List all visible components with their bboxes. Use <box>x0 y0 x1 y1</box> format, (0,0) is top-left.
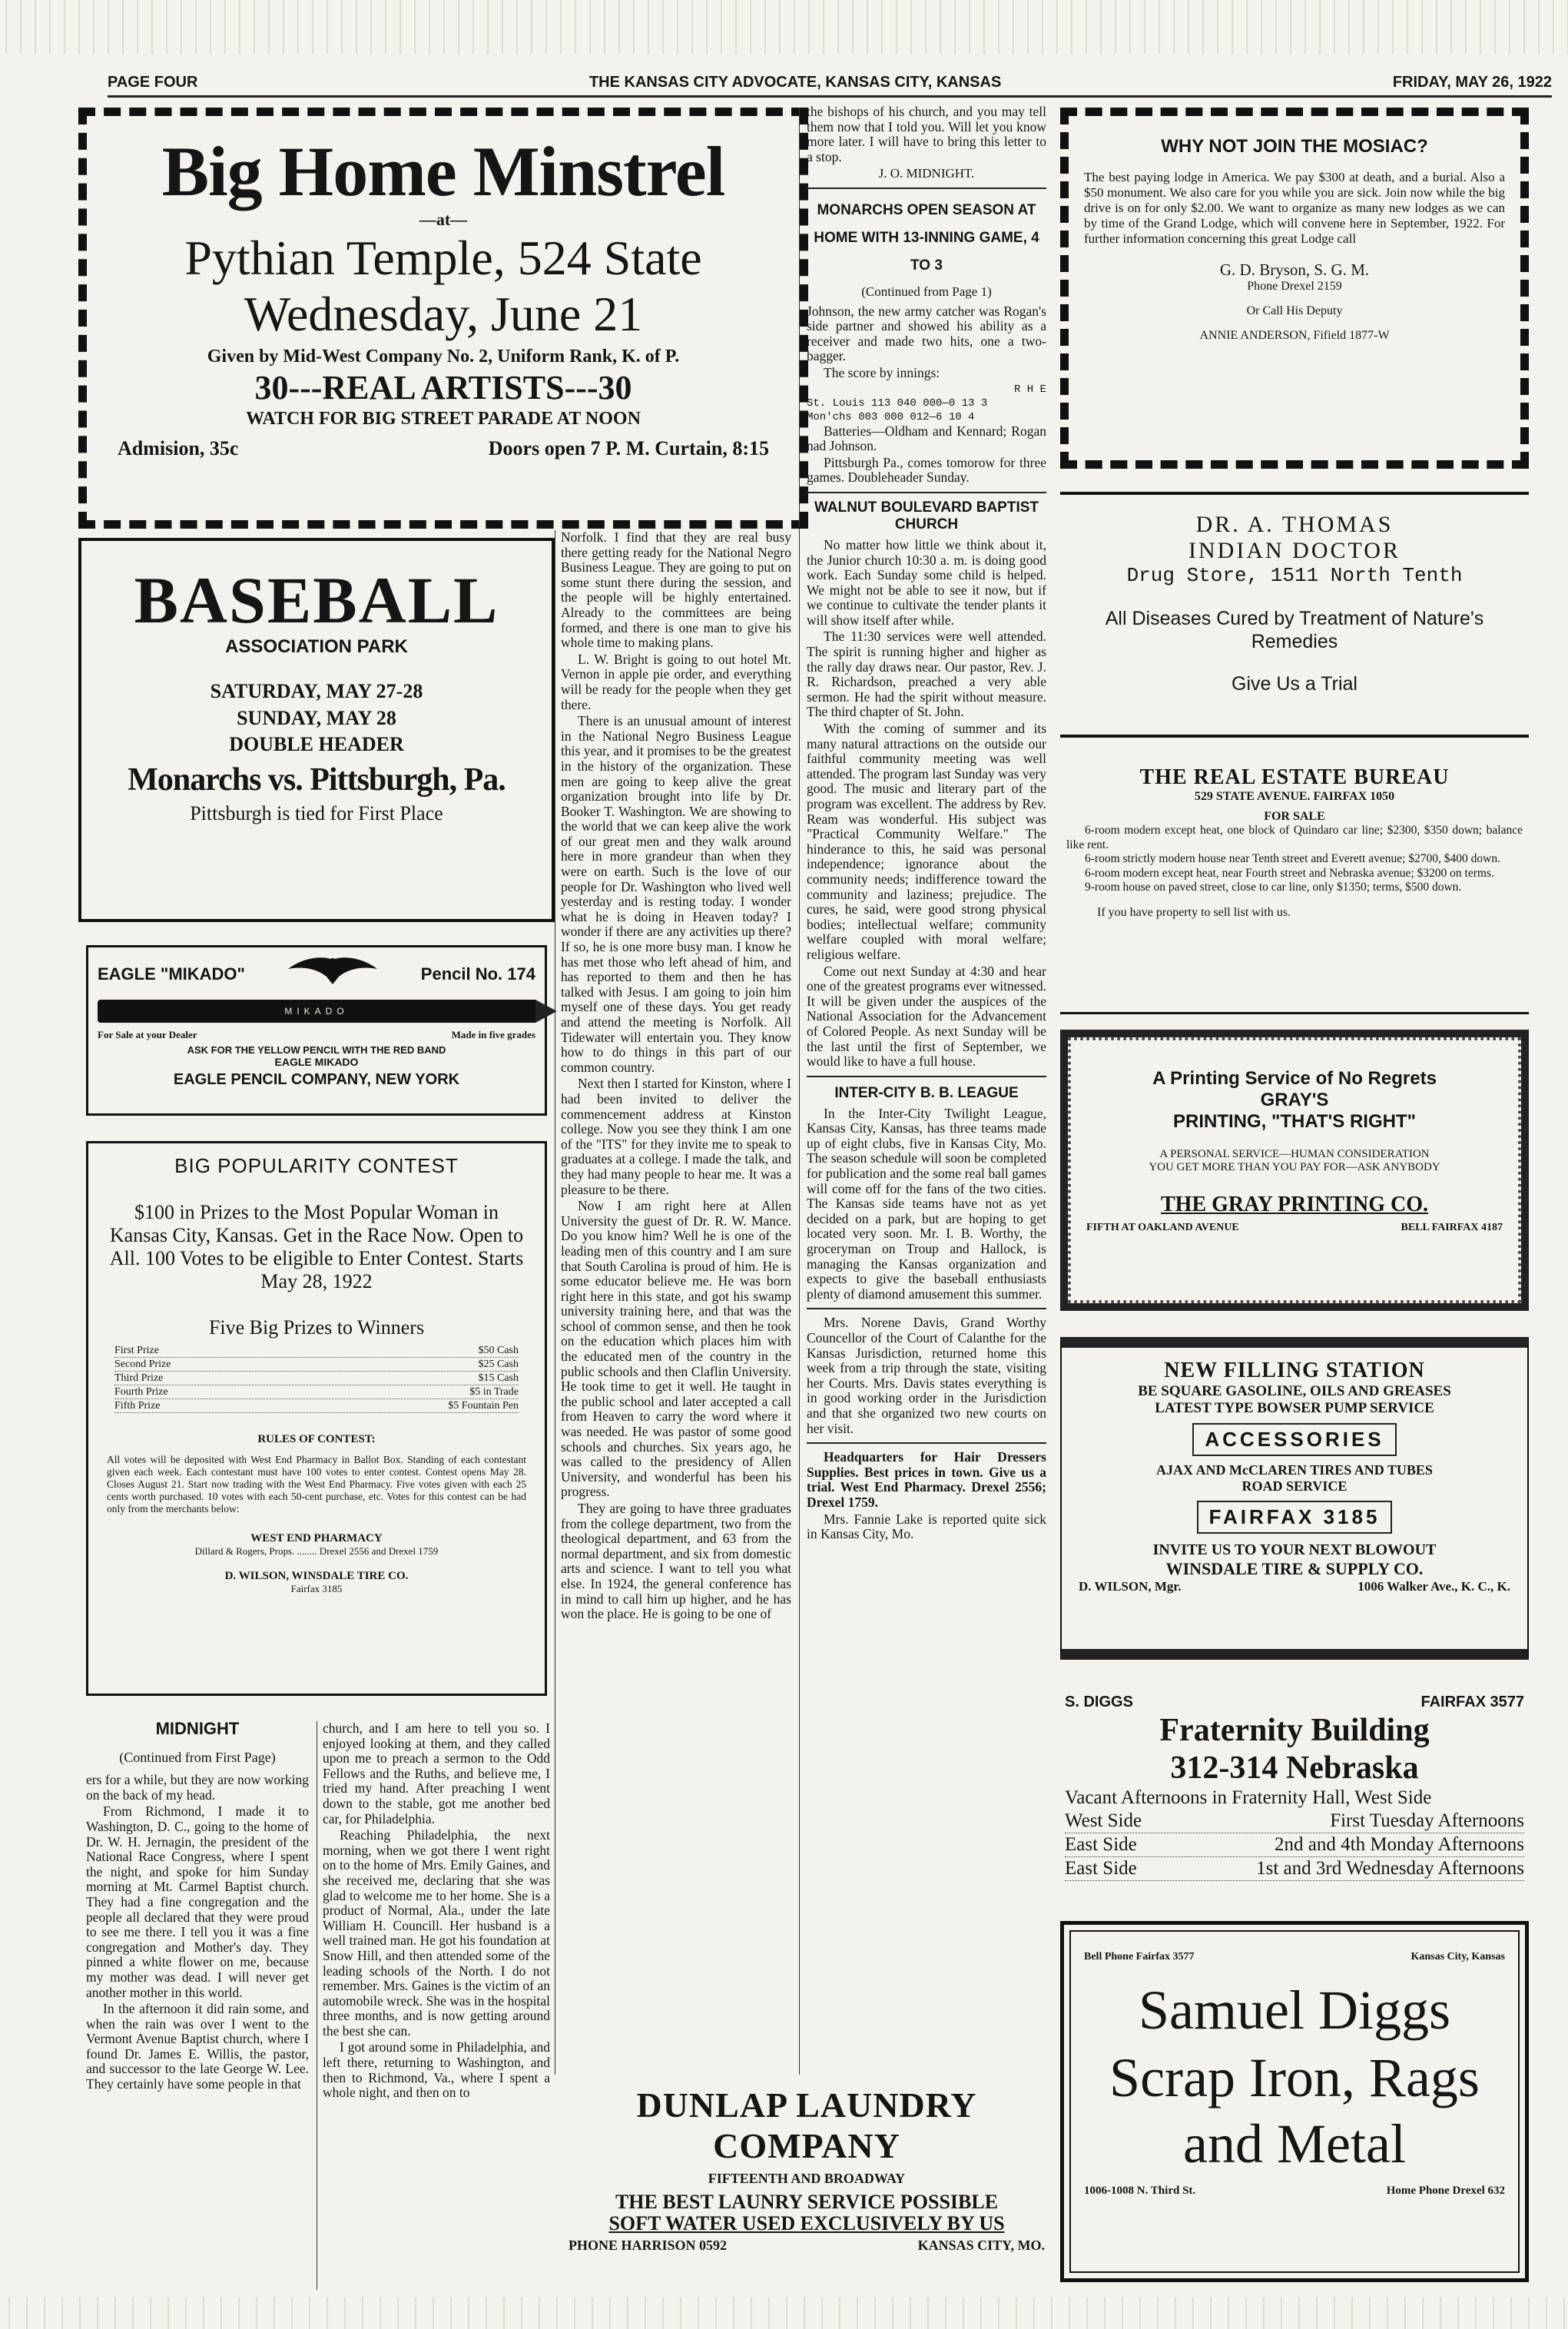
thomas-cta: Give Us a Trial <box>1232 673 1357 695</box>
midnight-paragraph: Norfolk. I find that they are real busy there getting ready for the National Negro Business League. They are going to put on some stunt there during the session, and the people will be highly entertained. Already to the committees are being formed, and there is one man to give his whole time to making plans. <box>561 530 791 651</box>
gray-line-5: YOU GET MORE THAN YOU PAY FOR—ASK ANYBODY <box>1149 1161 1440 1173</box>
minstrel-admission: Admision, 35c <box>118 437 239 459</box>
midnight-paragraph: In the afternoon it did rain some, and when the rain was over I went to the Vermont Avenue Baptist church, where I found Dr. James E. Willis, the pastor, and successor to the late George W. Lee. They certainly have some people in that <box>86 2001 309 2092</box>
prize-value: $50 Cash <box>478 1345 519 1356</box>
prize-label: First Prize <box>114 1345 159 1356</box>
walnut-paragraph: With the coming of summer and its many natural attractions on the outside our faithful community meeting was well attended. The program last Sunday was very good. The music and literary part of the program was excellent. The address by Rev. Ream was wonderful. His subject was "Practical Community Welfare." The hinderance to this, he said was personal independence; ignorance about the community needs; indifference toward the community and laziness; prejudice. The cures, he said, were good strong physical bodies; intellectual welfare; community welfare coupled with moral welfare; religious welfare. <box>807 721 1046 962</box>
filling-line-1: BE SQUARE GASOLINE, OILS AND GREASES <box>1138 1383 1451 1399</box>
midnight-col-1 <box>86 1721 309 2290</box>
filling-address: 1006 Walker Ave., K. C., K. <box>1357 1579 1510 1594</box>
diggs-city: Kansas City, Kansas <box>1411 1951 1505 1962</box>
page-header <box>108 71 1552 94</box>
diggs-line-2: Scrap Iron, Rags <box>1109 2047 1480 2108</box>
fraternity-row <box>1065 1833 1524 1857</box>
mosiac-body: The best paying lodge in America. We pay $300 at death, and a burial. Also a $50 monument. We also care for you while you are sick. Join now while the big drive is on for only $2.00. We want to organize as many new lodges as we can by time of the Grand Lodge, which will convene here in September, 1922. For further information concerning this great Lodge call <box>1084 170 1505 246</box>
issue-date: FRIDAY, MAY 26, 1922 <box>1392 73 1552 91</box>
baseball-park: ASSOCIATION PARK <box>225 636 408 657</box>
baseball-note: Pittsburgh is tied for First Place <box>190 802 443 824</box>
midnight-col-2 <box>323 1721 550 2290</box>
baseball-day1: SATURDAY, MAY 27-28 <box>210 680 423 702</box>
prize-value: $15 Cash <box>478 1372 519 1384</box>
baseball-double: DOUBLE HEADER <box>229 733 404 755</box>
walnut-paragraph: Come out next Sunday at 4:30 and hear one of the greatest programs ever witnessed. It will be given under the auspices of the National Association for the Advancement of Colored People. As next Sunday will be the last until the first of September, we would like to have a full house. <box>807 963 1046 1070</box>
dunlap-phone: PHONE HARRISON 0592 <box>569 2238 728 2253</box>
print-noise-bottom <box>0 2297 1568 2329</box>
diggs-line-3: and Metal <box>1183 2113 1406 2175</box>
dunlap-title-2: COMPANY <box>713 2126 900 2165</box>
midnight-paragraph: Now I am right here at Allen University the guest of Dr. R. W. Mance. Do you know him? Well he is one of the leading men of this country and I am sure that South Carolina is proud of him. He is some educator believe me. He was born right here in this state, and got his swamp university training here, and that was the school of common sense, and then he took on the education which places him with the educated men of the country in the public schools and then Claflin University. He took time to get it well. He taught in the public school and later accepted a call from Heaven to carry the word where it was needed. He was pastor of some good schools and churches. Six years ago, he was called to the presidency of Allen University, and wonderful has been his progress. <box>561 1198 791 1500</box>
eagle-top-row <box>98 954 535 995</box>
eagle-company: EAGLE PENCIL COMPANY, NEW YORK <box>173 1071 460 1088</box>
pencil-tip <box>535 1000 557 1023</box>
filling-manager: D. WILSON, Mgr. <box>1079 1579 1182 1594</box>
contest-ad <box>86 1141 547 1696</box>
baseball-matchup: Monarchs vs. Pittsburgh, Pa. <box>128 762 506 798</box>
prize-value: $5 Fountain Pen <box>448 1400 519 1412</box>
sponsor1-line: Dillard & Rogers, Props. ........ Drexel 2556 and Drexel 1759 <box>194 1545 439 1557</box>
prize-list <box>107 1344 526 1413</box>
dunlap-tagline-1: THE BEST LAUNRY SERVICE POSSIBLE <box>615 2191 999 2213</box>
fraternity-row <box>1065 1857 1524 1881</box>
pencil-imprint: MIKADO <box>284 1006 349 1017</box>
gray-printing-ad <box>1060 1030 1529 1311</box>
prize-row <box>114 1344 519 1358</box>
diggs-top-row <box>1084 1951 1505 1963</box>
eagle-pencil-number: Pencil No. 174 <box>420 964 535 984</box>
minstrel-ad <box>78 108 808 529</box>
diggs-name: Samuel Diggs <box>1139 1979 1450 2041</box>
score-row: St. Louis 113 040 000—0 13 3 <box>807 396 988 410</box>
walnut-paragraph: No matter how little we think about it, the Junior church 10:30 a. m. is doing good work. Each Sunday some child is helped. We might not be able to see it now, but if we continue to cultivate the tender plants it will show itself after while. <box>807 536 1046 628</box>
minstrel-footer <box>110 437 777 460</box>
contest-lead: $100 in Prizes to the Most Popular Woman in Kansas City, Kansas. Get in the Race Now. Open to All. 100 Votes to be eligible to Enter Contest. Starts May 28, 1922 <box>109 1201 524 1292</box>
monarchs-continued: (Continued from Page 1) <box>861 284 992 299</box>
minstrel-date: Wednesday, June 21 <box>244 287 643 341</box>
diggs-address: 1006-1008 N. Third St. <box>1084 2185 1196 2197</box>
midnight-continued: (Continued from First Page) <box>119 1749 276 1765</box>
prize-row <box>114 1372 519 1385</box>
midnight-paragraph: From Richmond, I made it to Washington, D. C., going to the home of Dr. W. H. Jernagin, the president of the National Race Congress, where I spent the night, and spoke for him Sunday morning at Mt. Carmel Baptist church. They had a fine congregation and the people all declared that they were proud to see me there. I tell you it was a fine congregation and Mother's day. They pinned a white flower on me, because my mother was dead. I will never get another mother in this world. <box>86 1803 309 2000</box>
fraternity-row-label: West Side <box>1065 1810 1142 1831</box>
sponsor1-name: WEST END PHARMACY <box>250 1532 383 1544</box>
news-column <box>807 105 1046 2072</box>
listing-item: 6-room modern except heat, near Fourth street and Nebraska avenue; $3200 on terms. <box>1085 866 1494 880</box>
eagle-pencil-ad <box>86 945 547 1116</box>
pencil-graphic <box>98 1000 535 1023</box>
prize-row <box>114 1399 519 1413</box>
diggs-bell-phone: Bell Phone Fairfax 3577 <box>1084 1951 1195 1962</box>
thomas-ad <box>1060 492 1529 738</box>
fraternity-row-label: East Side <box>1065 1858 1137 1879</box>
fraternity-top-row <box>1065 1694 1524 1711</box>
page-number: PAGE FOUR <box>108 73 198 91</box>
diggs-home-phone: Home Phone Drexel 632 <box>1386 2185 1505 2197</box>
midnight-col-3 <box>561 530 791 2075</box>
score-row: Mon'chs 003 000 012—6 10 4 <box>807 410 975 423</box>
monarchs-headline: MONARCHS OPEN SEASON AT HOME WITH 13-INNING GAME, 4 TO 3 <box>814 201 1039 274</box>
prizes-title: Five Big Prizes to Winners <box>208 1316 425 1339</box>
fraternity-address: 312-314 Nebraska <box>1170 1750 1419 1786</box>
filling-road: ROAD SERVICE <box>1241 1478 1348 1494</box>
gray-line-2: GRAY'S <box>1260 1090 1329 1110</box>
prize-row <box>114 1385 519 1399</box>
thomas-store: Drug Store, 1511 North Tenth <box>1126 564 1463 587</box>
monarchs-body: Johnson, the new army catcher was Rogan's side partner and showed his ability as a receiver and made two hits, one a two-bagger. <box>807 303 1046 364</box>
eagle-grades: Made in five grades <box>451 1029 535 1040</box>
fraternity-vacant: Vacant Afternoons in Fraternity Hall, West Side <box>1065 1787 1432 1808</box>
filling-title: NEW FILLING STATION <box>1164 1359 1425 1382</box>
walnut-headline: WALNUT BOULEVARD BAPTIST CHURCH <box>814 499 1039 532</box>
prize-row <box>114 1358 519 1372</box>
rule <box>807 187 1046 189</box>
fraternity-ad <box>1060 1690 1529 1898</box>
filling-station-ad <box>1060 1337 1529 1660</box>
minstrel-given-by: Given by Mid-West Company No. 2, Uniform Rank, K. of P. <box>207 347 680 367</box>
midnight-paragraph: ers for a while, but they are now working on the back of my head. <box>86 1772 309 1803</box>
lake-note: Mrs. Fannie Lake is reported quite sick in Kansas City, Mo. <box>807 1511 1046 1542</box>
gray-footer <box>1086 1222 1503 1234</box>
intercity-headline: INTER-CITY B. B. LEAGUE <box>834 1084 1019 1101</box>
sponsor2-phone: Fairfax 3185 <box>290 1583 343 1594</box>
listing-item: 6-room modern except heat, one block of Quindaro car line; $2300, $350 down; balance like rent. <box>1066 824 1523 851</box>
fraternity-row-value: 1st and 3rd Wednesday Afternoons <box>1256 1858 1524 1879</box>
eagle-sale-row <box>98 1029 535 1041</box>
listing-item: 9-room house on paved street, close to car line, only $1350; terms, $500 down. <box>1085 881 1462 894</box>
real-estate-closing: If you have property to sell list with us. <box>1097 905 1291 919</box>
real-estate-title: THE REAL ESTATE BUREAU <box>1139 765 1450 789</box>
dunlap-footer <box>569 2238 1045 2254</box>
minstrel-at: —at— <box>419 210 468 229</box>
eagle-ask: ASK FOR THE YELLOW PENCIL WITH THE RED BAND <box>187 1044 446 1056</box>
dunlap-laundry-ad <box>561 2079 1053 2294</box>
prize-label: Fourth Prize <box>114 1386 168 1398</box>
prize-label: Third Prize <box>114 1372 164 1384</box>
eagle-icon <box>287 954 379 995</box>
real-estate-forsale: FOR SALE <box>1264 810 1325 823</box>
fraternity-owner: S. DIGGS <box>1065 1694 1133 1710</box>
rule <box>807 1442 1046 1444</box>
midnight-paragraph: They are going to have three graduates from the college department, two from the theological department, and 63 from the normal department, and six from domestic arts and science. I want to tell you what else. In 1924, the general conference has in mind to call him up higher, and he has won the place. He is going to be one of <box>561 1501 791 1622</box>
rules-text: All votes will be deposited with West End Pharmacy in Ballot Box. Standing of each contestant given each week. Each contestant must have 100 votes to enter contest. Contest opens May 28. Closes August 21. Start now trading with the West End Pharmacy. Five votes given with each 25 cents worth purchased. 10 votes with each 50-cent purchase, etc. Votes for this contest can be had only from the merchants below: <box>107 1454 526 1515</box>
minstrel-artists: 30---REAL ARTISTS---30 <box>254 369 632 406</box>
midnight-paragraph: L. W. Bright is going to out hotel Mt. Vernon in apple pie order, and everything will be ready for the people when they get there. <box>561 651 791 712</box>
mosiac-ad <box>1060 108 1529 469</box>
gray-company: THE GRAY PRINTING CO. <box>1161 1193 1428 1216</box>
midnight-paragraph: Next then I started for Kinston, where I had been invited to deliver the commencement address at Kinston college. Now you see they think I am one of the "ITS" for they invite me to speak to graduates at a college. I made the talk, and they had many people to hear me. It was a pleasure to be there. <box>561 1076 791 1197</box>
masthead-line: THE KANSAS CITY ADVOCATE, KANSAS CITY, KANSAS <box>588 73 1002 91</box>
rule <box>807 1308 1046 1309</box>
filling-tires: AJAX AND McCLAREN TIRES AND TUBES <box>1156 1462 1433 1478</box>
monarchs-pittsburgh: Pittsburgh Pa., comes tomorow for three games. Doubleheader Sunday. <box>807 454 1046 486</box>
contest-title: BIG POPULARITY CONTEST <box>174 1154 459 1177</box>
midnight-paragraph: Reaching Philadelphia, the next morning, when we got there I went right on to the home of Mrs. Emily Gaines, and she received me, declaring that she was glad to welcome me to her home. She is a product of Normal, Ala., under the late William H. Councill. Her husband is a well trained man. He got his foundation at Snow Hill, and then attended some of the leading schools of the North. I do not remember. Mrs. Gaines is the victim of an automobile wreck. She was in the hospital three months, and is now getting around the best she can. <box>323 1827 550 2039</box>
thomas-name: DR. A. THOMAS <box>1195 512 1394 537</box>
dunlap-address: FIFTEENTH AND BROADWAY <box>708 2171 906 2186</box>
score-header: R H E <box>1013 383 1046 396</box>
fraternity-row-value: 2nd and 4th Monday Afternoons <box>1275 1834 1524 1855</box>
rule <box>807 1076 1046 1077</box>
prize-value: $5 in Trade <box>469 1386 519 1398</box>
mosiac-name: G. D. Bryson, S. G. M. <box>1219 260 1370 279</box>
minstrel-parade: WATCH FOR BIG STREET PARADE AT NOON <box>246 409 641 429</box>
walnut-paragraph: The 11:30 services were well attended. The spirit is running higher and higher as the rally day draws near. Our pastor, Rev. J. R. Richardson, preached a very able sermon. He had the spirit without measure. The third chapter of St. John. <box>807 629 1046 720</box>
eagle-brand: EAGLE "MIKADO" <box>98 964 245 984</box>
monarchs-score-intro: The score by innings: <box>824 364 940 380</box>
midnight-paragraph: church, and I am here to tell you so. I enjoyed looking at them, and they called upon me to preach a sermon to the Odd Fellows and the Ruths, and believe me, I tried my hand. After preaching I went down to the stable, got me another bed car, for Philadelphia. <box>323 1721 550 1826</box>
gray-phone: BELL FAIRFAX 4187 <box>1401 1222 1503 1233</box>
midnight-paragraph: I got around some in Philadelphia, and left there, returning to Washington, and then to Richmond, Va., where I spent a whole night, and then on to <box>323 2039 550 2101</box>
minstrel-title: Big Home Minstrel <box>161 132 725 211</box>
fraternity-title: Fraternity Building <box>1159 1713 1430 1748</box>
header-rule <box>108 95 1552 98</box>
prize-value: $25 Cash <box>478 1359 519 1370</box>
accessories-box-wrap <box>1071 1423 1518 1456</box>
real-estate-address: 529 STATE AVENUE. FAIRFAX 1050 <box>1194 790 1395 803</box>
intercity-body: In the Inter-City Twilight League, Kansas City, Kansas, has three teams made up of eight clubs, five in Kansas City, Mo. The season schedule will soon be completed for publication and the some real ball games will come off for the fans of the two cities. The Kansas side teams have not as yet decided on a park, but are hoping to get located very soon. Mr. I. B. Worthy, the groceryman on Troup and Hallock, is managing the Kansas organization and expects to give the baseball enthusiasts plenty of diamond amusement this summer. <box>807 1105 1046 1302</box>
mosiac-deputy: ANNIE ANDERSON, Fifield 1877-W <box>1199 329 1390 342</box>
davis-note: Mrs. Norene Davis, Grand Worthy Councellor of the Court of Calanthe for the Kansas Jurisdiction, returned home this week from a trip through the state, visiting her Courts. Mrs. Davis states everything is in good working order in the Jurisdiction and that she organized two new courts on her visit. <box>807 1315 1046 1436</box>
mosiac-or: Or Call His Deputy <box>1246 304 1343 317</box>
midnight-title: MIDNIGHT <box>155 1721 240 1738</box>
gray-line-4: A PERSONAL SERVICE—HUMAN CONSIDERATION <box>1159 1148 1430 1160</box>
eagle-mikado: EAGLE MIKADO <box>274 1056 359 1068</box>
accessories-box: ACCESSORIES <box>1192 1423 1396 1456</box>
dunlap-tagline-2: SOFT WATER USED EXCLUSIVELY BY US <box>608 2212 1005 2234</box>
real-estate-ad <box>1060 761 1529 1014</box>
prize-label: Second Prize <box>114 1359 171 1370</box>
minstrel-venue: Pythian Temple, 524 State <box>184 231 702 285</box>
real-estate-listings <box>1066 824 1523 895</box>
fraternity-row-label: East Side <box>1065 1834 1137 1855</box>
baseball-ad <box>78 538 555 922</box>
baseball-day2: SUNDAY, MAY 28 <box>237 707 396 729</box>
mosiac-title: WHY NOT JOIN THE MOSIAC? <box>1161 136 1428 157</box>
column-divider <box>799 108 800 2075</box>
gray-address: FIFTH AT OAKLAND AVENUE <box>1086 1222 1239 1233</box>
filling-invite: INVITE US TO YOUR NEXT BLOWOUT <box>1152 1541 1437 1558</box>
mosiac-phone: Phone Drexel 2159 <box>1247 280 1342 293</box>
sponsor2-name: D. WILSON, WINSDALE TIRE CO. <box>224 1570 409 1582</box>
midnight-paragraph: the bishops of his church, and you may tell them now that I told you. Will let you know more later. I will have to bring this letter to a stop. <box>807 105 1046 164</box>
fraternity-row <box>1065 1810 1524 1833</box>
listing-item: 6-room strictly modern house near Tenth street and Everett avenue; $2700, $400 down. <box>1085 852 1500 865</box>
prize-label: Fifth Prize <box>114 1400 161 1412</box>
eagle-sale: For Sale at your Dealer <box>98 1029 197 1040</box>
thomas-role: INDIAN DOCTOR <box>1188 538 1401 563</box>
fraternity-phone: FAIRFAX 3577 <box>1420 1694 1524 1710</box>
gray-line-1: A Printing Service of No Regrets <box>1152 1068 1437 1089</box>
diggs-footer <box>1084 2185 1505 2198</box>
monarchs-batteries: Batteries—Oldham and Kennard; Rogan nad Johnson. <box>807 423 1046 454</box>
filling-line-2: LATEST TYPE BOWSER PUMP SERVICE <box>1155 1400 1434 1416</box>
box-score <box>807 383 1046 424</box>
dunlap-city: KANSAS CITY, MO. <box>917 2238 1045 2253</box>
gray-line-3: PRINTING, "THAT'S RIGHT" <box>1172 1111 1416 1132</box>
midnight-signature: J. O. MIDNIGHT. <box>878 166 975 181</box>
filling-footer <box>1071 1579 1518 1594</box>
filling-phone-box: FAIRFAX 3185 <box>1197 1501 1393 1534</box>
fraternity-row-value: First Tuesday Afternoons <box>1330 1810 1524 1831</box>
midnight-paragraph: There is an unusual amount of interest in the National Negro Business League this year, and it promises to be the greatest in the history of the organization. These men are going to keep alive the great organization brought into life by Dr. Booker T. Washington. We are showing to the world that we can keep alive the work of our great men and they walk around here in more grandeur than when they were on earth. Such is the love of our people for Dr. Washington who lived well yesterday and is resting today. I wonder what he is doing in Heaven today? I wonder if there are any activities up there? If so, he is one more busy man. I know he has met those who left ahead of him, and has reported to them and then he has talked with Jesus. I am going to join him myself one of these days. You get ready and attend the meeting is Norfolk. All Tidewater will entertain you. They know how to do things in this part of our common country. <box>561 713 791 1075</box>
print-noise-top <box>0 0 1568 54</box>
dunlap-title-1: DUNLAP LAUNDRY <box>636 2085 977 2125</box>
rules-title: RULES OF CONTEST: <box>257 1433 376 1445</box>
thomas-claim: All Diseases Cured by Treatment of Nature's Remedies <box>1105 608 1484 652</box>
filling-company: WINSDALE TIRE & SUPPLY CO. <box>1165 1559 1424 1578</box>
baseball-title: BASEBALL <box>134 563 499 637</box>
rule <box>807 492 1046 493</box>
minstrel-doors: Doors open 7 P. M. Curtain, 8:15 <box>488 437 769 459</box>
hair-supplies-note: Headquarters for Hair Dressers Supplies. Best prices in town. Give us a trial. West End Pharmacy. Drexel 2556; Drexel 1759. <box>807 1449 1046 1510</box>
phone-box-wrap <box>1071 1501 1518 1534</box>
diggs-scrap-ad <box>1060 1921 1529 2282</box>
